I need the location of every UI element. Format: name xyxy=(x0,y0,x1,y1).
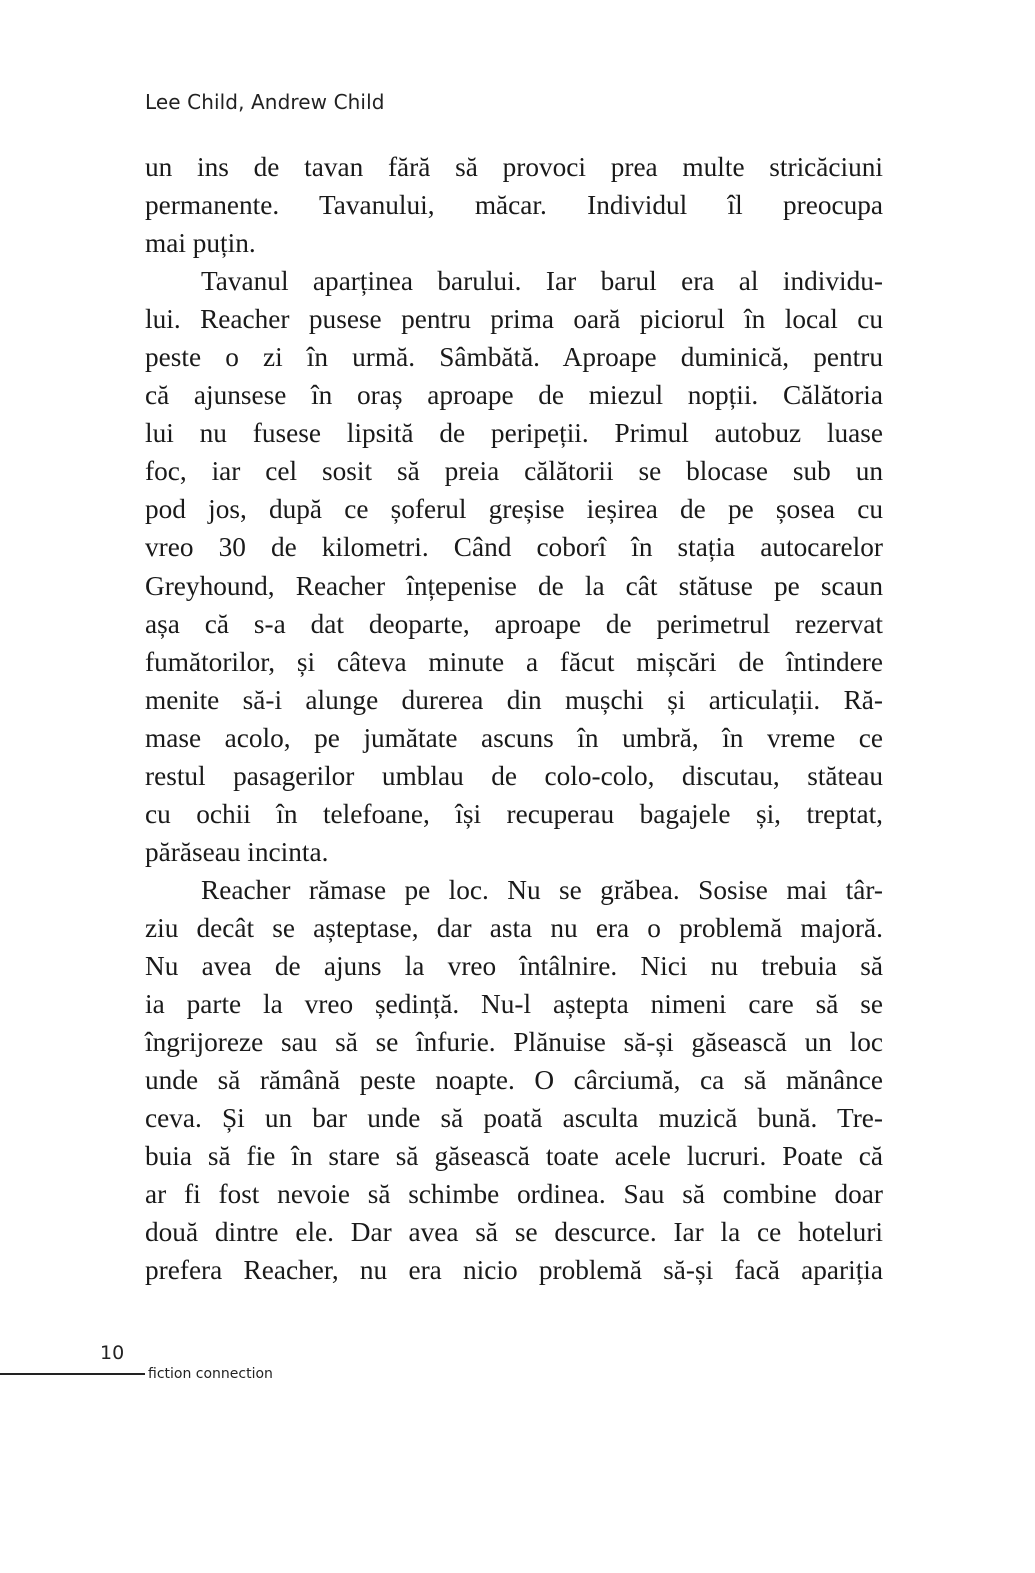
text-line: ia parte la vreo ședință. Nu-l aștepta nimeni care să se xyxy=(145,989,883,1020)
text-line: prefera Reacher, nu era nicio problemă să-și facă apariția xyxy=(145,1255,883,1286)
text-line: peste o zi în urmă. Sâmbătă. Aproape duminică, pentru xyxy=(145,342,883,373)
text-line: două dintre ele. Dar avea să se descurce. Iar la ce hoteluri xyxy=(145,1217,883,1248)
text-line: Nu avea de ajuns la vreo întâlnire. Nici nu trebuia să xyxy=(145,950,883,981)
text-line: ceva. Și un bar unde să poată asculta muzică bună. Tre- xyxy=(145,1103,883,1134)
text-line: ziu decât se așteptase, dar asta nu era o problemă majoră. xyxy=(145,912,883,943)
text-line: mase acolo, pe jumătate ascuns în umbră, în vreme ce xyxy=(145,722,883,753)
text-line: fumătorilor, și câteva minute a făcut mișcări de întindere xyxy=(145,646,883,677)
text-line: restul pasagerilor umblau de colo-colo, discutau, stăteau xyxy=(145,760,883,791)
text-line: foc, iar cel sosit să preia călătorii se blocase sub un xyxy=(145,456,883,487)
text-line: vreo 30 de kilometri. Când coborî în stația autocarelor xyxy=(145,532,883,563)
imprint-label: fiction connection xyxy=(148,1366,273,1382)
text-line: mai puțin. xyxy=(145,228,256,259)
text-line: lui. Reacher pusese pentru prima oară piciorul în local cu xyxy=(145,304,883,335)
text-line: ar fi fost nevoie să schimbe ordinea. Sau să combine doar xyxy=(145,1179,883,1210)
text-line: unde să rămână peste noapte. O cârciumă, ca să mănânce xyxy=(145,1065,883,1096)
text-line: buia să fie în stare să găsească toate acele lucruri. Poate că xyxy=(145,1141,883,1172)
text-line: părăseau incinta. xyxy=(145,836,329,867)
text-line: lui nu fusese lipsită de peripeții. Primul autobuz luase xyxy=(145,418,883,449)
text-line: Greyhound, Reacher înțepenise de la cât stătuse pe scaun xyxy=(145,570,883,601)
text-line: menite să-i alunge durerea din mușchi și articulații. Ră- xyxy=(145,684,883,715)
footer-rule xyxy=(0,1373,145,1375)
text-line: un ins de tavan fără să provoci prea multe stricăciuni xyxy=(145,152,883,182)
page-number: 10 xyxy=(100,1342,125,1364)
running-head-authors: Lee Child, Andrew Child xyxy=(145,90,385,114)
text-line: așa că s-a dat deoparte, aproape de perimetrul rezervat xyxy=(145,608,883,639)
text-line: îngrijoreze sau să se înfurie. Plănuise să-și găsească un loc xyxy=(145,1027,883,1058)
text-line: pod jos, după ce șoferul greșise ieșirea de pe șosea cu xyxy=(145,494,883,525)
text-line: că ajunsese în oraș aproape de miezul nopții. Călătoria xyxy=(145,380,883,411)
body-text xyxy=(145,148,883,1289)
text-line: cu ochii în telefoane, își recuperau bagajele și, treptat, xyxy=(145,798,883,829)
text-line: permanente. Tavanului, măcar. Individul îl preocupa xyxy=(145,190,883,221)
text-line: Reacher rămase pe loc. Nu se grăbea. Sosise mai târ- xyxy=(201,874,883,905)
text-line: Tavanul aparținea barului. Iar barul era al individu- xyxy=(201,266,883,297)
